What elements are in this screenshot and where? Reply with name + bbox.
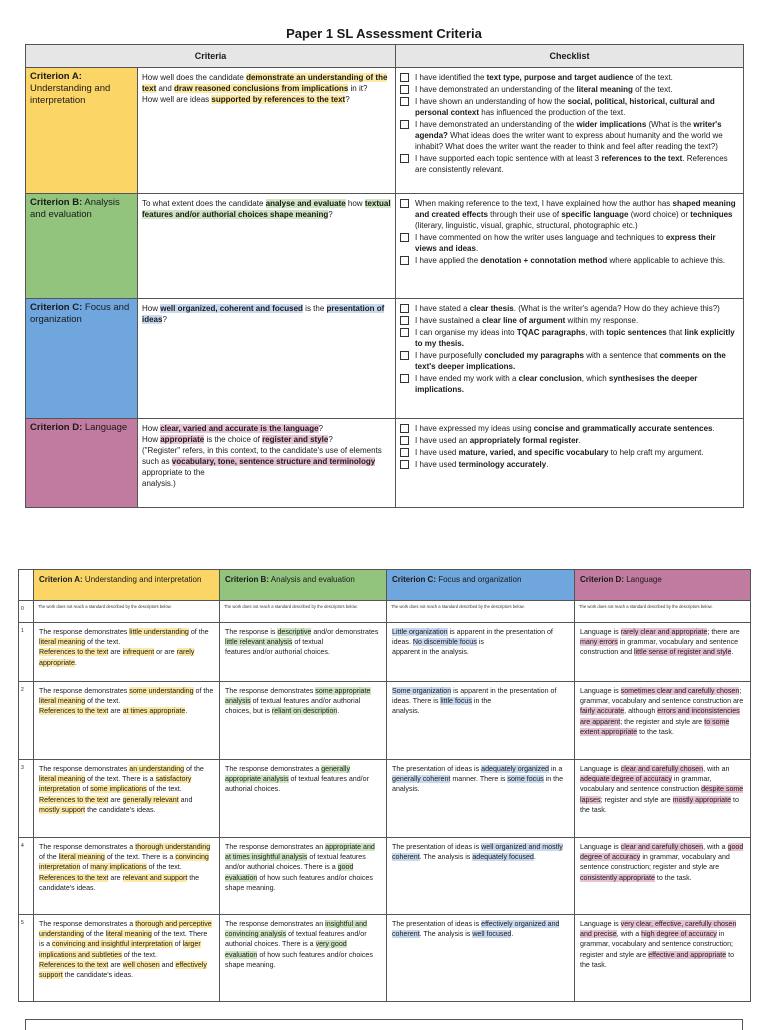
checklist-item [400, 350, 739, 372]
criterion-description: How clear, varied and accurate is the language? How appropriate is the choice of register and style? ("Register" refers, in this context, to the candidate's use of elements such as vocabulary, tone, sentence structure and terminology appropriate to the analysis.) [138, 419, 396, 508]
criterion-row [26, 419, 744, 508]
markband-header: Criterion B: Analysis and evaluation [220, 570, 387, 601]
markband-header: Criterion D: Language [575, 570, 751, 601]
level-number: 5 [19, 915, 34, 1002]
checkbox-icon[interactable] [400, 199, 409, 208]
checkbox-icon[interactable] [400, 448, 409, 457]
markband-table [18, 569, 751, 1002]
level-number: 4 [19, 838, 34, 915]
markband-descriptor: The response demonstrates some understanding of the literal meaning of the text. References to the text are at times appropriate. [34, 682, 220, 760]
checklist-item-text: I have used terminology accurately. [415, 460, 549, 469]
checklist-item-text: I have shown an understanding of how the social, political, historical, cultural and personal context has influenced the production of the text. [415, 97, 715, 117]
criteria-header: Criteria [26, 45, 396, 68]
checkbox-icon[interactable] [400, 73, 409, 82]
checklist-item-text: I have commented on how the writer uses language and techniques to express their views and ideas. [415, 233, 716, 253]
markband-descriptor: The response is descriptive and/or demonstrates little relevant analysis of textual features and/or authorial choices. [220, 623, 387, 682]
criteria-checklist-table [25, 44, 744, 508]
criterion-label: Criterion C: Focus and organization [26, 299, 138, 419]
checklist-item-text: I have ended my work with a clear conclusion, which synthesises the deeper implications. [415, 374, 698, 394]
checklist-item-text: I have purposefully concluded my paragraphs with a sentence that comments on the text's deeper implications. [415, 351, 726, 371]
checklist-item [400, 119, 739, 152]
criterion-label: Criterion A: Understanding and interpretation [26, 68, 138, 194]
level-header [19, 570, 34, 601]
checklist-item [400, 96, 739, 118]
checkbox-icon[interactable] [400, 316, 409, 325]
checkbox-icon[interactable] [400, 120, 409, 129]
checklist-item-text: I have applied the denotation + connotation method where applicable to achieve this. [415, 256, 726, 265]
markband-row [19, 623, 751, 682]
markband-descriptor: The response demonstrates an understanding of the literal meaning of the text. There is a satisfactory interpretation of some implications of the text. References to the text are generally relevant and mostly support the candidate's ideas. [34, 760, 220, 838]
markband-descriptor: The response demonstrates a thorough understanding of the literal meaning of the text. There is a convincing interpretation of many implications of the text. References to the text are relevant and support the candidate's ideas. [34, 838, 220, 915]
markband-row [19, 915, 751, 1002]
checklist-header: Checklist [396, 45, 744, 68]
level-number: 3 [19, 760, 34, 838]
checklist-item-text: I have expressed my ideas using concise and grammatically accurate sentences. [415, 424, 715, 433]
criterion-row [26, 68, 744, 194]
criterion-description: How well organized, coherent and focused is the presentation of ideas? [138, 299, 396, 419]
markband-descriptor: Language is clear and carefully chosen, with an adequate degree of accuracy in grammar, vocabulary and sentence construction despite some lapses; register and style are mostly appropriate to the task. [575, 760, 751, 838]
checkbox-icon[interactable] [400, 460, 409, 469]
checklist-item [400, 373, 739, 395]
markband-descriptor: Language is rarely clear and appropriate; there are many errors in grammar, vocabulary and sentence construction and little sense of register and style. [575, 623, 751, 682]
checklist-item [400, 232, 739, 254]
checklist-cell [396, 299, 744, 419]
checkbox-icon[interactable] [400, 97, 409, 106]
checklist-item [400, 423, 739, 434]
markband-descriptor: Some organization is apparent in the presentation of ideas. There is little focus in the analysis. [387, 682, 575, 760]
checklist-item-text: I have demonstrated an understanding of the wider implications (What is the writer's agenda? What ideas does the writer want to express about humanity and the world we inhabit? What does the writer want the reader to think and feel after reading the text?) [415, 120, 723, 151]
markband-descriptor: The work does not reach a standard described by the descriptors below. [575, 601, 751, 623]
criterion-row [26, 194, 744, 299]
checklist-item [400, 459, 739, 470]
markband-descriptor: Language is clear and carefully chosen, with a good degree of accuracy in grammar, vocabulary and sentence construction; register and style are consistently appropriate to the task. [575, 838, 751, 915]
next-table-edge [25, 1019, 743, 1030]
level-number: 0 [19, 601, 34, 623]
markband-descriptor: The response demonstrates little understanding of the literal meaning of the text. References to the text are infrequent or are rarely appropriate. [34, 623, 220, 682]
checkbox-icon[interactable] [400, 351, 409, 360]
markband-descriptor: The presentation of ideas is well organized and mostly coherent. The analysis is adequately focused. [387, 838, 575, 915]
markband-descriptor: The response demonstrates a generally appropriate analysis of textual features and/or authorial choices. [220, 760, 387, 838]
markband-descriptor: The work does not reach a standard described by the descriptors below. [387, 601, 575, 623]
checklist-item [400, 72, 739, 83]
checklist-item-text: I have used an appropriately formal register. [415, 436, 581, 445]
checklist-item-text: When making reference to the text, I have explained how the author has shaped meaning and created effects through their use of specific language (word choice) or techniques (literary, linguistic, visual, graphic, structural, photographic etc.) [415, 199, 736, 230]
markband-descriptor: Language is sometimes clear and carefully chosen; grammar, vocabulary and sentence construction are fairly accurate, although errors and inconsistencies are apparent; the register and style are to some extent appropriate to the task. [575, 682, 751, 760]
markband-descriptor: The presentation of ideas is effectively organized and coherent. The analysis is well focused. [387, 915, 575, 1002]
page-title: Paper 1 SL Assessment Criteria [286, 26, 482, 41]
checklist-item [400, 435, 739, 446]
markband-descriptor: The response demonstrates a thorough and perceptive understanding of the literal meaning of the text. There is a convincing and insightful interpretation of larger implications and subtleties of the text. References to the text are well chosen and effectively support the candidate's ideas. [34, 915, 220, 1002]
checkbox-icon[interactable] [400, 424, 409, 433]
markband-descriptor: The response demonstrates an insightful and convincing analysis of textual features and/or authorial choices. There is a very good evaluation of how such features and/or choices shape meaning. [220, 915, 387, 1002]
checkbox-icon[interactable] [400, 304, 409, 313]
checkbox-icon[interactable] [400, 85, 409, 94]
checklist-item-text: I have identified the text type, purpose and target audience of the text. [415, 73, 673, 82]
markband-header: Criterion A: Understanding and interpretation [34, 570, 220, 601]
checklist-item [400, 84, 739, 95]
markband-descriptor: The work does not reach a standard described by the descriptors below. [220, 601, 387, 623]
criterion-row [26, 299, 744, 419]
checklist-item-text: I have used mature, varied, and specific vocabulary to help craft my argument. [415, 448, 704, 457]
markband-descriptor: Language is very clear, effective, carefully chosen and precise, with a high degree of accuracy in grammar, vocabulary and sentence construction; register and style are effective and appropriate to the task. [575, 915, 751, 1002]
criterion-label: Criterion B: Analysis and evaluation [26, 194, 138, 299]
checkbox-icon[interactable] [400, 436, 409, 445]
markband-row [19, 760, 751, 838]
checklist-item-text: I can organise my ideas into TQAC paragraphs, with topic sentences that link explicitly to my thesis. [415, 328, 735, 348]
checklist-item [400, 327, 739, 349]
checklist-cell [396, 194, 744, 299]
markband-descriptor: The response demonstrates an appropriate and at times insightful analysis of textual features and/or authorial choices. There is a good evaluation of how such features and/or choices shape meaning. [220, 838, 387, 915]
checklist-item [400, 303, 739, 314]
checklist-item-text: I have demonstrated an understanding of the literal meaning of the text. [415, 85, 673, 94]
checklist-item-text: I have supported each topic sentence with at least 3 references to the text. References are consistently relevant. [415, 154, 728, 174]
checklist-cell [396, 68, 744, 194]
checkbox-icon[interactable] [400, 374, 409, 383]
checklist-item [400, 315, 739, 326]
markband-row [19, 838, 751, 915]
checklist-item-text: I have stated a clear thesis. (What is the writer's agenda? How do they achieve this?) [415, 304, 720, 313]
checklist-cell [396, 419, 744, 508]
markband-descriptor: The work does not reach a standard described by the descriptors below. [34, 601, 220, 623]
checkbox-icon[interactable] [400, 154, 409, 163]
checkbox-icon[interactable] [400, 328, 409, 337]
checklist-item [400, 255, 739, 266]
level-number: 1 [19, 623, 34, 682]
checkbox-icon[interactable] [400, 256, 409, 265]
checkbox-icon[interactable] [400, 233, 409, 242]
markband-row [19, 601, 751, 623]
checklist-item [400, 153, 739, 175]
markband-descriptor: Little organization is apparent in the presentation of ideas. No discernible focus is apparent in the analysis. [387, 623, 575, 682]
criterion-label: Criterion D: Language [26, 419, 138, 508]
markband-header: Criterion C: Focus and organization [387, 570, 575, 601]
checklist-item-text: I have sustained a clear line of argument within my response. [415, 316, 639, 325]
markband-row [19, 682, 751, 760]
checklist-item [400, 447, 739, 458]
checklist-item [400, 198, 739, 231]
level-number: 2 [19, 682, 34, 760]
markband-descriptor: The response demonstrates some appropriate analysis of textual features and/or authorial choices, but is reliant on description. [220, 682, 387, 760]
criterion-description: To what extent does the candidate analyse and evaluate how textual features and/or authorial choices shape meaning? [138, 194, 396, 299]
markband-descriptor: The presentation of ideas is adequately organized in a generally coherent manner. There is some focus in the analysis. [387, 760, 575, 838]
criterion-description: How well does the candidate demonstrate an understanding of the text and draw reasoned conclusions from implications in it? How well are ideas supported by references to the text? [138, 68, 396, 194]
